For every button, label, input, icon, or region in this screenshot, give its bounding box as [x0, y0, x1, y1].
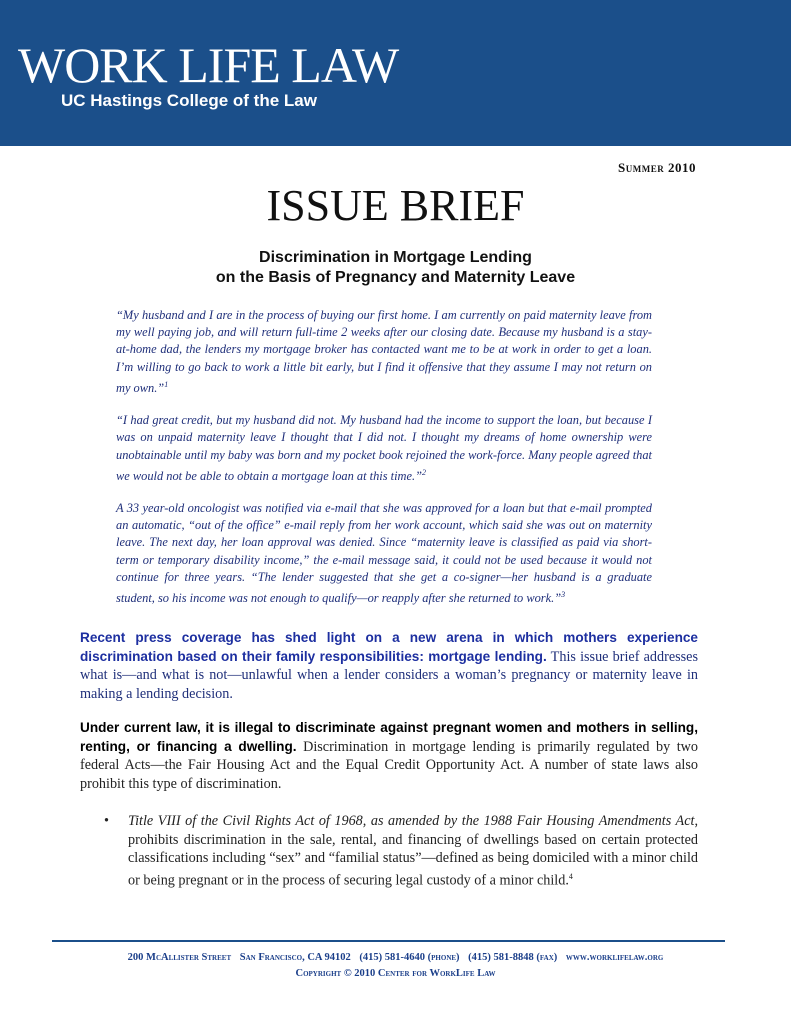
law-rest: Discrimination in mortgage lending is primarily regulated by two federal Acts—the Fair Housing Act and the Equal Credit Opportunity Act. A number of state laws also prohibit this type of discrimination. [80, 738, 699, 792]
brand-logo: WORK LIFE LAW [18, 37, 399, 93]
quote-text: A 33 year-old oncologist was notified via e-mail that she was approved for a loan but that e-mail prompted an automatic, “out of the office” e-mail reply from her work account, which said she was out on maternity leave. The next day, her loan approval was denied. Since “maternity leave is classified as paid via short-term or temporary disability income,” the e-mail message said, it could not be used because it would not continue for three years. “The lender suggested that she get a co-signer—her husband is a graduate student, so his income was not enough to qualify—or reapply after she returned to work.” [116, 501, 652, 606]
quote-text: “My husband and I are in the process of buying our first home. I am currently on paid maternity leave from my well paying job, and will return full-time 2 weeks after our closing date. Because my husband is a stay-at-home dad, the lenders my mortgage broker has contacted want me to be at work in order to get a loan. I’m willing to go back to work a little bit early, but I find it offensive that they assume I may not return on my own.” [116, 308, 652, 395]
quote-2 [116, 412, 652, 485]
footnote-ref[interactable]: 1 [164, 379, 169, 389]
footer-copyright: Copyright © 2010 Center for WorkLife Law [295, 968, 496, 979]
law-lead: Under current law, it is illegal to discriminate against pregnant women and mothers in selling, renting, or financing a dwelling. [80, 720, 698, 754]
footer-city: San Francisco, CA 94102 [239, 952, 351, 963]
footnote-ref[interactable]: 4 [568, 871, 573, 881]
footer-divider [52, 940, 725, 942]
quotes-section [116, 307, 652, 622]
footer-phone: (415) 581-4640 (phone) [359, 952, 460, 963]
bullet-icon: • [104, 813, 109, 829]
quote-3 [116, 500, 652, 607]
bullet-text: , prohibits discrimination in the sale, rental, and financing of dwellings based on certain protected classifications including “sex” and “familial status”—defined as being domiciled with a minor child or being pregnant or in the process of securing legal custody of a minor child. [128, 813, 698, 889]
brand-subtitle: UC Hastings College of the Law [61, 91, 317, 110]
subtitle-line-2: on the Basis of Pregnancy and Maternity Leave [215, 269, 576, 286]
footer-contact [0, 952, 791, 963]
header-banner [0, 0, 791, 146]
list-item [80, 812, 698, 890]
footnote-ref[interactable]: 3 [561, 590, 566, 600]
quote-text: “I had great credit, but my husband did not. My husband had the income to support the loan, but because I was on unpaid maternity leave I thought that I did not. I thought my dreams of home ownership were unobtainable until my baby was born and my pocket book rejoined the work-force. Many people agreed that we would not be able to obtain a mortgage loan at this time.” [116, 413, 652, 483]
footnote-ref[interactable]: 2 [421, 467, 426, 477]
law-paragraph [80, 719, 698, 793]
footer-fax: (415) 581-8848 (fax) [468, 952, 558, 963]
page-title: ISSUE BRIEF [266, 181, 525, 230]
bullet-list [80, 812, 698, 890]
subtitle-line-1: Discrimination in Mortgage Lending [259, 249, 532, 266]
quote-1 [116, 307, 652, 397]
document-subtitle [0, 248, 791, 288]
intro-lead: Recent press coverage has shed light on a new arena in which mothers experience discrimination based on their family responsibilities: mortgage lending. [80, 630, 698, 664]
intro-paragraph [80, 629, 698, 703]
act-title: Title VIII of the Civil Rights Act of 1968, as amended by the 1988 Fair Housing Amendments Act [128, 813, 695, 829]
footer-website-link[interactable]: www.worklifelaw.org [565, 952, 664, 963]
footer-address: 200 McAllister Street [127, 952, 232, 963]
intro-rest: This issue brief addresses what is—and what is not—unlawful when a lender considers a woman’s pregnancy or maternity leave in making a lending decision. [80, 648, 698, 702]
season-label: Summer 2010 [618, 160, 696, 175]
